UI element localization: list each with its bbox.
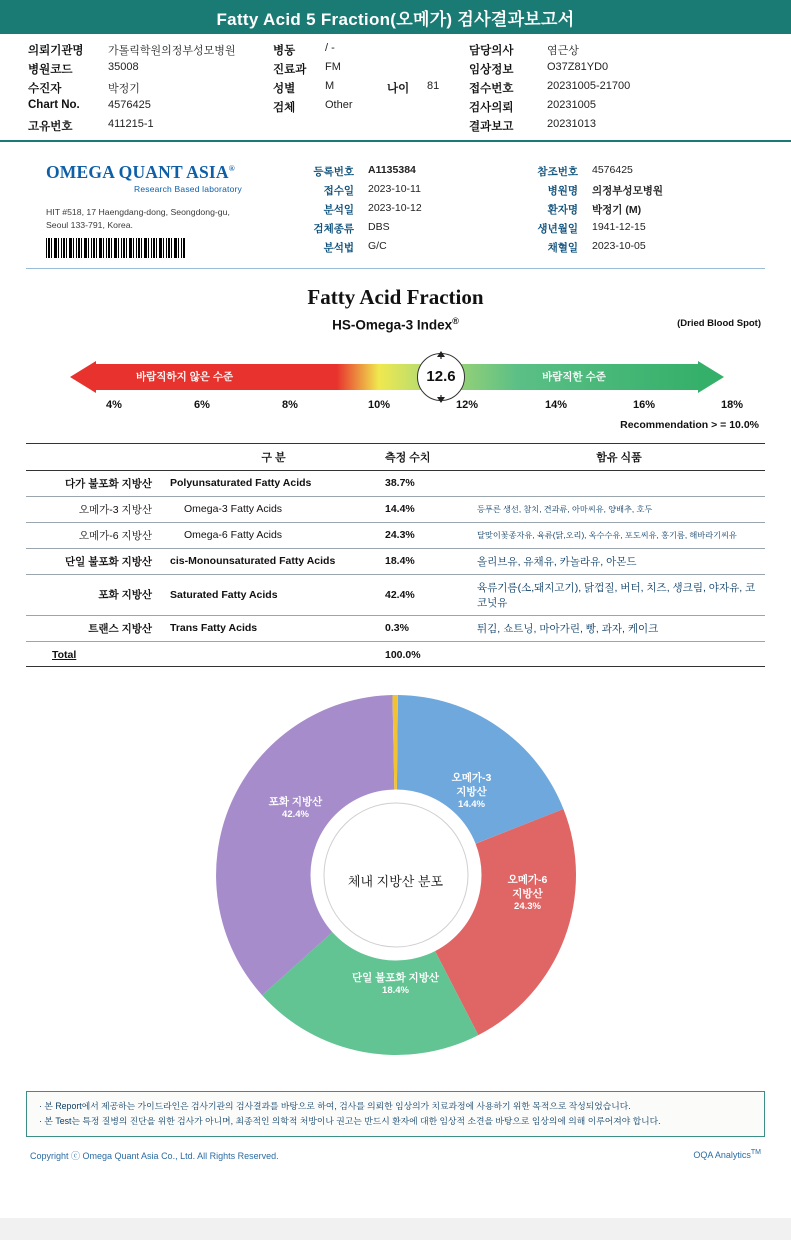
table-row bbox=[26, 615, 765, 641]
lab-logo-block bbox=[26, 156, 276, 258]
row-value: 14.4% bbox=[381, 496, 473, 522]
index-title bbox=[26, 316, 765, 333]
row-label-ko: 오메가-3 지방산 bbox=[26, 496, 166, 522]
page-bottom-strip bbox=[0, 1218, 791, 1240]
meta-value: 2023-10-11 bbox=[368, 183, 421, 195]
disclaimer-box bbox=[26, 1091, 765, 1137]
row-label-en: cis-Monounsaturated Fatty Acids bbox=[166, 548, 381, 574]
omega-quant-logo bbox=[46, 162, 276, 183]
total-food-spacer bbox=[473, 641, 765, 666]
field-value: FM bbox=[325, 61, 341, 73]
row-food: 달맞이꽃종자유, 육류(닭,오리), 옥수수유, 포도씨유, 홍기름, 해바라기씨유 bbox=[473, 522, 765, 548]
registered-icon: ® bbox=[452, 316, 459, 327]
meta-value: DBS bbox=[368, 221, 390, 233]
field-value: 20231005-21700 bbox=[547, 80, 631, 92]
section-title: Fatty Acid Fraction bbox=[307, 285, 484, 310]
donut-label-pct: 18.4% bbox=[382, 984, 409, 996]
lab-address bbox=[46, 206, 276, 231]
row-food: 등푸른 생선, 참치, 견과류, 아마씨유, 양배추, 호두 bbox=[473, 496, 765, 522]
logo-text: OMEGA QUANT ASIA bbox=[46, 162, 229, 182]
lab-header bbox=[26, 142, 765, 266]
table-total-row bbox=[26, 641, 765, 666]
field-value: 20231013 bbox=[547, 118, 596, 130]
field-label: 성별 bbox=[273, 83, 296, 95]
index-title-text: HS-Omega-3 Index bbox=[332, 317, 453, 333]
row-label-en: Omega-6 Fatty Acids bbox=[166, 522, 381, 548]
gauge-tick: 4% bbox=[106, 398, 122, 411]
donut-label-text: 포화 지방산 bbox=[268, 795, 323, 808]
meta-label: 채혈일 bbox=[547, 242, 578, 254]
field-value: M bbox=[325, 80, 335, 92]
donut-label-text: 트랜스 지방산 bbox=[321, 675, 382, 687]
field-value: 35008 bbox=[108, 61, 139, 73]
lab-meta-left bbox=[276, 164, 478, 258]
field-value: 81 bbox=[427, 80, 440, 92]
field-label: 수진자 bbox=[28, 83, 62, 95]
lab-meta-right bbox=[506, 164, 712, 258]
patient-header bbox=[0, 34, 791, 142]
row-label-en: Omega-3 Fatty Acids bbox=[166, 496, 381, 522]
row-value: 0.3% bbox=[381, 615, 473, 641]
table-row bbox=[26, 470, 765, 496]
field-label: 진료과 bbox=[273, 64, 307, 76]
field-value: 가톨릭학원의정부성모병원 bbox=[108, 45, 236, 57]
meta-label: 환자명 bbox=[547, 204, 578, 216]
footer bbox=[26, 1137, 765, 1162]
donut-label-omega6 bbox=[500, 873, 556, 914]
donut-center-label: 체내 지방산 분포 bbox=[347, 873, 444, 889]
field-value: 박정기 bbox=[108, 83, 140, 95]
field-label: 결과보고 bbox=[469, 121, 514, 133]
field-value: / - bbox=[325, 42, 335, 54]
row-value: 38.7% bbox=[381, 470, 473, 496]
meta-label: 생년월일 bbox=[537, 223, 578, 235]
field-label: 고유번호 bbox=[28, 121, 73, 133]
row-label-en: Saturated Fatty Acids bbox=[166, 574, 381, 615]
column-header-food: 함유 식품 bbox=[473, 443, 765, 470]
row-label-ko: 다가 불포화 지방산 bbox=[26, 470, 166, 496]
row-value: 18.4% bbox=[381, 548, 473, 574]
donut-label-pct: 42.4% bbox=[282, 808, 309, 820]
meta-label: 접수일 bbox=[323, 185, 354, 197]
total-label: Total bbox=[52, 648, 77, 661]
report-title-bar bbox=[0, 0, 791, 34]
recommendation-note: Recommendation > = 10.0% bbox=[620, 418, 759, 431]
page-title: Fatty Acid 5 Fraction(오메가) 검사결과보고서 bbox=[216, 9, 575, 29]
gauge-label-high: 바람직한 수준 bbox=[542, 370, 606, 383]
omega3-index-gauge bbox=[26, 343, 765, 439]
row-label-en: Trans Fatty Acids bbox=[166, 615, 381, 641]
donut-label-pct: 0.3% bbox=[340, 688, 363, 700]
table-row bbox=[26, 522, 765, 548]
brand-label: OQA Analytics bbox=[693, 1149, 751, 1160]
gauge-tick: 14% bbox=[544, 398, 568, 411]
field-label: 임상정보 bbox=[469, 64, 514, 76]
row-value: 42.4% bbox=[381, 574, 473, 615]
table-row bbox=[26, 548, 765, 574]
field-value: O37Z81YD0 bbox=[547, 61, 609, 73]
meta-label: 등록번호 bbox=[313, 166, 354, 178]
field-value: 염근상 bbox=[547, 45, 579, 57]
trademark-icon: TM bbox=[750, 1148, 761, 1156]
donut-label-pct: 14.4% bbox=[458, 799, 485, 811]
meta-value: 2023-10-12 bbox=[368, 202, 422, 214]
address-line-2: Seoul 133-791, Korea. bbox=[46, 219, 133, 230]
meta-value: G/C bbox=[368, 240, 387, 252]
disclaimer-line-2: · 본 Test는 특정 질병의 진단을 위한 검사가 아니며, 최종적인 의학적 처방이나 권고는 반드시 환자에 대한 임상적 소견을 바탕으로 임상의에 의해 이루어져야 합니다. bbox=[39, 1115, 661, 1126]
row-food: 육류기름(소,돼지고기), 닭껍질, 버터, 치즈, 생크림, 야자유, 코코넛유 bbox=[473, 574, 765, 615]
meta-label: 분석법 bbox=[323, 242, 354, 254]
omega3-score-bubble: 12.6 bbox=[417, 353, 465, 401]
meta-value: 1941-12-15 bbox=[592, 221, 646, 233]
field-value: 20231005 bbox=[547, 99, 596, 111]
table-header-row bbox=[26, 443, 765, 470]
copyright-text: Copyright ⓒ Omega Quant Asia Co., Ltd. All Rights Reserved. bbox=[30, 1150, 279, 1161]
meta-value: 박정기 (M) bbox=[592, 204, 642, 216]
results-table bbox=[26, 443, 765, 666]
total-spacer bbox=[166, 641, 381, 666]
meta-label: 검체종류 bbox=[313, 223, 354, 235]
table-bottom-border bbox=[26, 666, 765, 667]
row-food: 튀김, 쇼트닝, 마아가린, 빵, 과자, 케이크 bbox=[473, 615, 765, 641]
field-label: 검사의뢰 bbox=[469, 102, 514, 114]
gauge-tick: 18% bbox=[720, 398, 744, 411]
gauge-tick: 12% bbox=[455, 398, 479, 411]
disclaimer-line-1: · 본 Report에서 제공하는 가이드라인은 검사기관의 검사결과를 바탕으로 하여, 검사를 의뢰한 임상의가 치료과정에 사용하기 위한 목적으로 작성되었습니다. bbox=[39, 1100, 631, 1111]
total-value: 100.0% bbox=[385, 648, 421, 661]
registered-icon: ® bbox=[228, 164, 235, 174]
row-label-en: Polyunsaturated Fatty Acids bbox=[166, 470, 381, 496]
donut-label-text: 단일 불포화 지방산 bbox=[352, 971, 439, 984]
row-label-ko: 트랜스 지방산 bbox=[26, 615, 166, 641]
meta-value: 의정부성모병원 bbox=[592, 185, 664, 197]
column-header-blank bbox=[26, 443, 166, 470]
gauge-tick: 16% bbox=[632, 398, 656, 411]
gauge-tick: 10% bbox=[367, 398, 391, 411]
table-row bbox=[26, 496, 765, 522]
gauge-tick: 6% bbox=[194, 398, 210, 411]
row-food bbox=[473, 470, 765, 496]
report-body bbox=[0, 142, 791, 1162]
meta-label: 분석일 bbox=[323, 204, 354, 216]
patient-field-grid bbox=[28, 42, 763, 134]
column-header-value: 측정 수치 bbox=[381, 443, 473, 470]
donut-label-omega3 bbox=[444, 771, 500, 812]
barcode-icon bbox=[46, 238, 186, 258]
donut-label-pct: 24.3% bbox=[514, 901, 541, 913]
row-label-ko: 포화 지방산 bbox=[26, 574, 166, 615]
meta-label: 병원명 bbox=[547, 185, 578, 197]
divider bbox=[26, 268, 765, 269]
row-value: 24.3% bbox=[381, 522, 473, 548]
field-value: Other bbox=[325, 99, 353, 111]
logo-tagline: Research Based laboratory bbox=[133, 184, 242, 194]
fatty-acid-donut-chart bbox=[26, 675, 765, 1085]
gauge-tick: 8% bbox=[282, 398, 298, 411]
meta-label: 참조번호 bbox=[537, 166, 578, 178]
row-label-ko: 단일 불포화 지방산 bbox=[26, 548, 166, 574]
meta-value: 4576425 bbox=[592, 164, 633, 176]
field-label: 검체 bbox=[273, 102, 296, 114]
table-row bbox=[26, 574, 765, 615]
lab-meta bbox=[276, 156, 765, 258]
brand-text bbox=[693, 1149, 761, 1162]
field-label: 병동 bbox=[273, 45, 296, 57]
field-label: 접수번호 bbox=[469, 83, 514, 95]
gauge-tick-labels bbox=[70, 398, 744, 417]
field-value: 4576425 bbox=[108, 99, 151, 111]
gauge-pointer-icon bbox=[434, 351, 448, 403]
row-food: 올리브유, 유채유, 카놀라유, 아몬드 bbox=[473, 548, 765, 574]
donut-label-text: 오메가-6 지방산 bbox=[507, 873, 548, 900]
donut-label-mono bbox=[344, 971, 448, 998]
meta-value: A1135384 bbox=[368, 164, 416, 176]
field-label: 의뢰기관명 bbox=[28, 45, 84, 57]
field-label: 담당의사 bbox=[469, 45, 514, 57]
row-label-ko: 오메가-6 지방산 bbox=[26, 522, 166, 548]
field-value: 411215-1 bbox=[108, 118, 154, 130]
gauge-label-low: 바람직하지 않은 수준 bbox=[136, 370, 234, 383]
donut-label-text: 오메가-3 지방산 bbox=[451, 771, 492, 798]
meta-value: 2023-10-05 bbox=[592, 240, 646, 252]
slice-saturated bbox=[216, 695, 394, 995]
field-label: 병원코드 bbox=[28, 64, 73, 76]
field-label: 나이 bbox=[387, 83, 410, 95]
dried-blood-spot-note: (Dried Blood Spot) bbox=[677, 318, 761, 330]
donut-label-trans bbox=[312, 675, 392, 701]
column-header-category: 구 분 bbox=[166, 443, 381, 470]
field-label: Chart No. bbox=[28, 99, 80, 111]
donut-label-saturated bbox=[246, 795, 346, 822]
address-line-1: HIT #518, 17 Haengdang-dong, Seongdong-gu, bbox=[46, 207, 230, 217]
